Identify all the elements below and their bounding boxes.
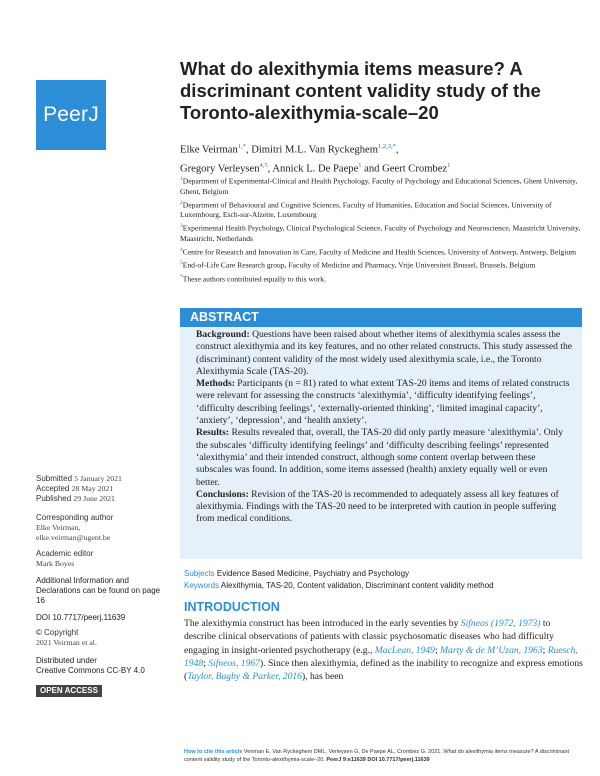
keywords-row <box>184 580 584 592</box>
subjects-label: Subjects <box>184 569 215 578</box>
license-link[interactable]: Creative Commons CC-BY 4.0 <box>36 666 145 675</box>
intro-text: ; <box>542 644 548 656</box>
author-name[interactable]: Annick L. De Paepe <box>272 163 359 175</box>
sidebar-license <box>36 656 176 676</box>
doi-link[interactable]: DOI 10.7717/peerj.11639 <box>36 613 126 622</box>
cite-label: How to cite this article <box>184 749 243 755</box>
affiliation-number: 3 <box>180 223 183 230</box>
affiliation <box>180 198 585 221</box>
keywords-label: Keywords <box>184 581 220 590</box>
corresponding-email-link[interactable]: elke.veirman@ugent.be <box>36 533 111 542</box>
peerj-logo <box>36 80 106 150</box>
corresponding-name: Elke Veirman, <box>36 523 81 532</box>
abstract-background <box>196 329 572 378</box>
abstract-label: Background: <box>196 329 250 340</box>
copyright-label-row <box>36 628 176 638</box>
author-affiliation-marker: 1 <box>358 161 362 169</box>
affiliation-number: 1 <box>180 176 183 182</box>
author-name[interactable]: Dimitri M.L. Van Ryckeghem <box>251 144 378 156</box>
sidebar-editor <box>36 549 176 569</box>
introduction-heading: INTRODUCTION <box>184 600 280 614</box>
submitted-date <box>36 474 176 484</box>
abstract-conclusions <box>196 489 572 526</box>
citation-link[interactable]: Sifneos (1972, 1973) <box>460 618 541 629</box>
author-separator: and <box>361 163 383 175</box>
intro-text: ; <box>434 644 441 656</box>
affiliation <box>180 174 585 197</box>
author-affiliation-marker: 1 <box>447 161 451 169</box>
author-name[interactable]: Gregory Verleysen <box>180 163 260 175</box>
copyright-holder: 2021 Veirman et al. <box>36 638 97 647</box>
sidebar-additional-info[interactable]: Additional Information and Declarations can be found on page 16 <box>36 576 161 605</box>
affiliation <box>180 221 585 244</box>
editor-name: Mark Boyes <box>36 559 75 568</box>
affiliation-text: These authors contributed equally to this work. <box>182 274 326 284</box>
author-name[interactable]: Geert Crombez <box>382 163 448 175</box>
author-name[interactable]: Elke Veirman <box>180 144 238 156</box>
affiliation-text: Department of Behavioural and Cognitive Sciences, Faculty of Humanities, Education and Social Sciences, University of Luxembourg, Esch-sur-Alzette, Luxembourg <box>180 200 552 220</box>
submitted-value: 5 January 2021 <box>74 474 122 483</box>
abstract-text: Revision of the TAS-20 is recommended to adequately assess all key features of alexithymia. Findings with the TAS-20 need to be interpreted with caution in people suffering from medical conditions. <box>196 488 559 525</box>
open-access-badge: OPEN ACCESS <box>36 685 102 697</box>
affiliation <box>180 245 585 258</box>
affiliation-note <box>180 272 585 285</box>
subjects-row <box>184 568 584 580</box>
intro-text: ; <box>203 657 209 669</box>
citation-link[interactable]: MacLean, 1949 <box>374 644 435 656</box>
abstract-methods <box>196 378 572 427</box>
citation-link[interactable]: Ruesch, 1948 <box>184 644 578 669</box>
abstract-text: Participants (n = 81) rated to what extent TAS-20 items and items of related constructs were relevant for assessing the constructs ‘alexithymia’, ‘difficulty identifying feelings’, ‘difficulty describing feelings’, ‘externally-oriented thinking’, ‘limited imaginal capacity’, ‘anxiety’, ‘depression’, and ‘health anxiety’. <box>196 378 570 427</box>
intro-text: to describe clinical observations of patients with classic psychosomatic diseases who had difficulty engaging in insight-oriented psychotherapy (e.g., <box>184 618 554 656</box>
author-separator: , <box>267 163 273 175</box>
author-separator: , <box>395 144 399 156</box>
keywords-value: Alexithymia, TAS-20, Content validation, Discriminant content validity method <box>220 581 494 590</box>
affiliation <box>180 258 585 271</box>
author-list <box>180 139 580 176</box>
copyright-label: Copyright <box>44 628 79 637</box>
abstract-heading: ABSTRACT <box>180 308 582 327</box>
affiliation-number: 2 <box>180 199 183 206</box>
affiliation-text: End-of-Life Care Research group, Faculty of Medicine and Pharmacy, Vrije Universiteit Brussel, Brussels, Belgium <box>182 260 536 270</box>
affiliation-text: Experimental Health Psychology, Clinical Psychological Science, Faculty of Psychology and Neuroscience, Maastricht University, Maastricht, Netherlands <box>180 223 581 243</box>
sidebar-open-access <box>36 685 176 697</box>
accepted-value: 28 May 2021 <box>71 484 114 493</box>
accepted-label: Accepted <box>36 484 70 493</box>
published-date <box>36 494 176 504</box>
accepted-date <box>36 484 176 494</box>
citation-link[interactable]: Marty & de M’Uzan, 1963 <box>440 644 543 656</box>
intro-text: ), has been <box>301 671 344 683</box>
author-separator: , <box>245 144 252 156</box>
introduction-paragraph <box>184 617 584 683</box>
citation-footer <box>184 748 584 764</box>
author-affiliation-marker: 4,5 <box>259 161 268 169</box>
distributed-label: Distributed under <box>36 656 97 665</box>
corresponding-label: Corresponding author <box>36 513 114 522</box>
affiliation-number: 5 <box>180 260 183 267</box>
affiliation-list <box>180 174 585 285</box>
affiliation-number: 4 <box>180 246 183 253</box>
cite-journal: PeerJ 9:e11639 DOI 10.7717/peerj.11639 <box>326 757 430 763</box>
editor-label: Academic editor <box>36 549 94 558</box>
article-title: What do alexithymia items measure? A discriminant content validity study of the Toronto-alexithymia-scale–20 <box>180 58 541 123</box>
affiliation-text: Department of Experimental-Clinical and Health Psychology, Faculty of Psychology and Educational Sciences, Ghent University, Ghent, Belgium <box>180 176 578 196</box>
abstract-body <box>180 327 582 526</box>
author-affiliation-marker: 1,* <box>237 143 246 150</box>
sidebar-corresponding <box>36 513 176 543</box>
affiliation-text: Centre for Research and Innovation in Care, Faculty of Medicine and Health Sciences, University of Antwerp, Antwerp, Belgium <box>182 247 577 257</box>
subjects-value: Evidence Based Medicine, Psychiatry and Psychology <box>216 569 410 578</box>
intro-text: The alexithymia construct has been introduced in the early seventies by <box>184 618 461 629</box>
citation-link[interactable]: Sifneos, 1967 <box>208 657 260 669</box>
abstract-label: Methods: <box>196 378 235 390</box>
logo-text: PeerJ <box>43 103 99 126</box>
copyright-icon: © <box>36 628 42 637</box>
cite-text: Veirman E, Van Ryckeghem DML, Verleysen G, De Paepe AL, Crombez G. 2021. What do alexithymia items measure? A discriminant content validity study of the Toronto-alexithymia-scale–20. <box>184 749 570 763</box>
subjects-keywords <box>184 568 584 592</box>
citation-link[interactable]: Taylor, Bagby & Parker, 2016 <box>187 671 302 683</box>
abstract-text: Results revealed that, overall, the TAS-20 did only partly measure ‘alexithymia’. Only the subscales ‘difficulty identifying feelings’ and ‘difficulty describing feelings’ represented ‘alexithymia’ and their intended construct, although some content overlap between these subscales was found. In addition, some items assessed (health) anxiety equally well or even better. <box>196 427 563 488</box>
abstract-label: Conclusions: <box>196 488 249 500</box>
submitted-label: Submitted <box>36 474 73 483</box>
author-affiliation-marker: 1,2,3,* <box>377 143 396 150</box>
affiliation-number: * <box>180 273 183 280</box>
abstract-label: Results: <box>196 427 230 439</box>
sidebar-copyright <box>36 628 176 648</box>
intro-text: ). Since then alexithymia, defined as the inability to recognize and express emotions ( <box>184 657 583 683</box>
published-value: 29 June 2021 <box>73 494 115 503</box>
abstract-box <box>180 308 582 559</box>
published-label: Published <box>36 494 72 503</box>
sidebar-dates <box>36 474 176 504</box>
abstract-text: Questions have been raised about whether items of alexithymia scales assess the construct alexithymia and its key features, and no other related constructs. This study assessed the (discriminant) content validity of the most widely used alexithymia scale, i.e., the Toronto Alexithymia Scale (TAS-20). <box>196 329 573 377</box>
abstract-results <box>196 427 572 488</box>
